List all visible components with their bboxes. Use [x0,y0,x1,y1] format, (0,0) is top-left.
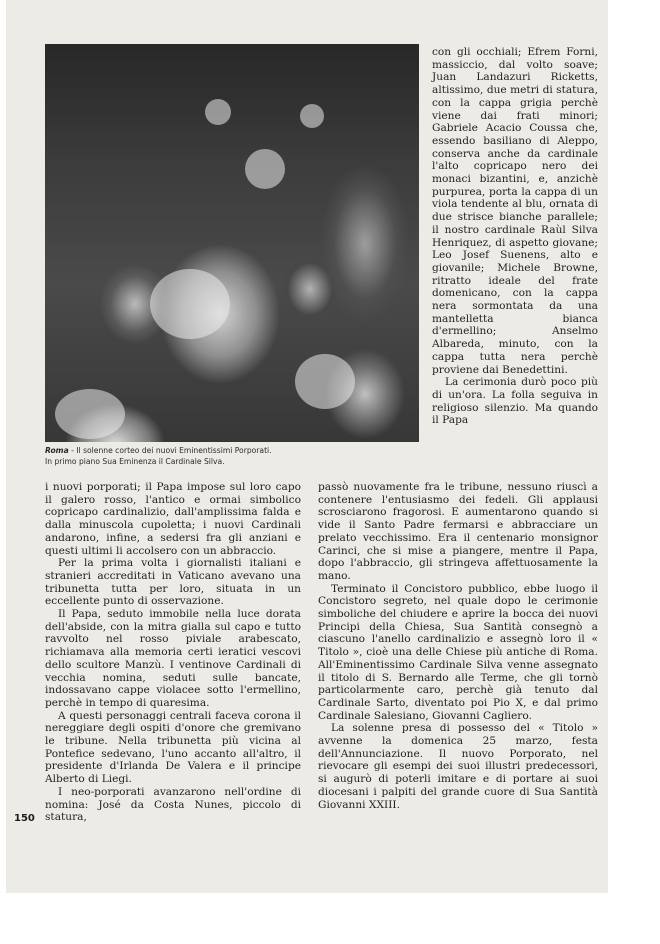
paragraph: passò nuovamente fra le tribune, nessuno riuscì a contenere l'entusiasmo dei fedeli. Gli applausi scrosciarono fragorosi. E aumentarono quando si vide il Santo Padre fermarsi e abbracciare un prelato vecchissimo. Era il centenario monsignor Carinci, che si mise a piangere, mentre il Papa, dopo l'abbraccio, gli stringeva affettuosamente la mano. [318,481,598,582]
middle-column-text [318,481,598,811]
left-column-text [45,481,301,824]
paragraph: I neo-porporati avanzarono nell'ordine di nomina: José da Costa Nunes, piccolo di statura, [45,785,301,824]
paragraph: Terminato il Concistoro pubblico, ebbe luogo il Concistoro segreto, nel quale dopo le cerimonie simboliche del chiudere e aprire la bocca dei nuovi Principi della Chiesa, Sua Santità consegnò a ciascuno l'anello cardinalizio e assegnò loro il « Titolo », cioè una delle Chiese più antiche di Roma. All'Eminentissimo Cardinale Silva venne assegnato il titolo di S. Bernardo alle Terme, che gli tornò particolarmente caro, perchè già tenuto dal Cardinale Sarto, diventato poi Pio X, e dal primo Cardinale Salesiano, Giovanni Cagliero. [318,582,598,722]
paragraph: La cerimonia durò poco più di un'ora. La folla seguiva in religioso silenzio. Ma quando il Papa [432,376,598,427]
paragraph: Per la prima volta i giornalisti italiani e stranieri accreditati in Vaticano avevano una tribunetta tutta per loro, situata in un eccellente punto di osservazione. [45,557,301,608]
page-number: 150 [14,813,35,824]
paragraph: A questi personaggi centrali faceva corona il nereggiare degli ospiti d'onore che gremivano le tribune. Nella tribunetta più vicina al Pontefice sedevano, l'uno accanto all'altro, il presidente d'Irlanda De Valera e il principe Alberto di Liegi. [45,709,301,786]
caption-line2: In primo piano Sua Eminenza il Cardinale Silva. [45,456,225,466]
paragraph: La solenne presa di possesso del « Titolo » avvenne la domenica 25 marzo, festa dell'Annunciazione. Il nuovo Porporato, nel rievocare gli esempi dei suoi illustri predecessori, si augurò di poterli imitare e di portare ai suoi diocesani i palpiti del grande cuore di Sua Santità Giovanni XXIII. [318,722,598,811]
caption-line1: - Il solenne corteo dei nuovi Eminentissimi Porporati. [68,446,272,455]
caption-place: Roma [45,446,69,455]
paragraph: i nuovi porporati; il Papa impose sul loro capo il galero rosso, l'antico e ormai simbolico copricapo cardinalizio, dall'amplissima falda e dalla minuscola cupoletta; i nuovi Cardinali andarono, infine, a sedersi fra gli anziani e questi ultimi li accolsero con un abbraccio. [45,481,301,557]
photo-caption [45,446,425,467]
paragraph: Il Papa, seduto immobile nella luce dorata dell'abside, con la mitra gialla sul capo e tutto ravvolto nel rosso piviale arabescato, richiamava alla memoria certi ieratici vescovi dello scultore Manzù. I ventinove Cardinali di vecchia nomina, seduti sulle bancate, indossavano cappe violacee sotto l'ermellino, perchè in tempo di quaresima. [45,608,301,709]
procession-photo [45,44,419,442]
paragraph: con gli occhiali; Efrem Forni, massiccio, dal volto soave; Juan Landazuri Ricketts, altissimo, due metri di statura, con la cappa grigia perchè viene dai frati minori; Gabriele Acacio Coussa che, essendo basiliano di Aleppo, conserva anche da cardinale l'alto copricapo nero dei monaci bizantini, e, anzichè purpurea, porta la cappa di un viola tendente al blu, ornata di due strisce bianche parallele; il nostro cardinale Raùl Silva Henriquez, di aspetto giovane; Leo Josef Suenens, alto e giovanile; Michele Browne, ritratto ideale del frate domenicano, con la cappa nera sormontata da una mantelletta bianca d'ermellino; Anselmo Albareda, minuto, con la cappa tutta nera perchè proviene dai Benedettini. [432,46,598,376]
right-column-text [432,46,598,427]
